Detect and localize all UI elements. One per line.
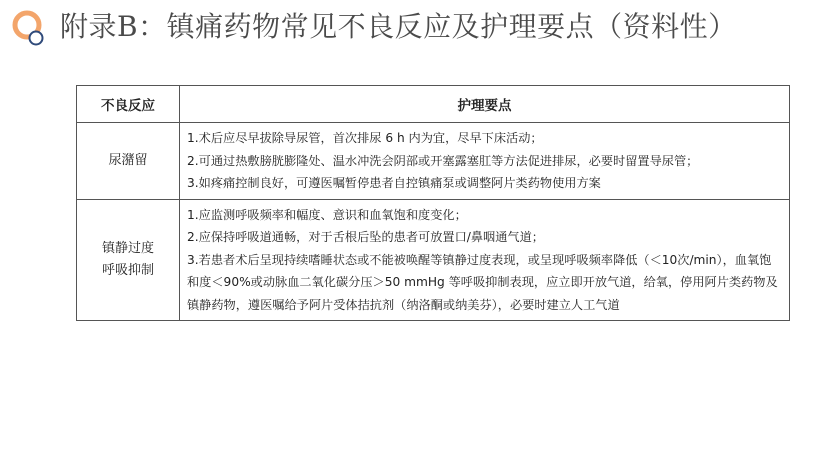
logo-icon [10,8,50,48]
table-header-row [77,86,790,123]
care-point: 3.如疼痛控制良好，可遵医嘱暂停患者自控镇痛泵或调整阿片类药物使用方案 [187,176,601,190]
header-care-points: 护理要点 [180,86,790,123]
care-point: 1.术后应尽早拔除导尿管，首次排尿 6 h 内为宜，尽早下床活动； [187,131,543,145]
care-points-cell [180,123,790,200]
header-reaction: 不良反应 [77,86,180,123]
reaction-cell [77,199,180,321]
reaction-label: 呼吸抑制 [101,262,154,278]
table-row [77,123,790,200]
care-point: 2.应保持呼吸道通畅，对于舌根后坠的患者可放置口/鼻咽通气道； [187,230,544,244]
reaction-label: 镇静过度 [101,240,154,256]
reaction-label: 尿潴留 [108,152,148,168]
care-points-cell [180,199,790,321]
reaction-cell [77,123,180,200]
care-point: 1.应监测呼吸频率和幅度、意识和血氧饱和度变化； [187,207,467,222]
page-title: 附录B：镇痛药物常见不良反应及护理要点（资料性） [60,10,737,43]
adverse-reaction-care-table [76,85,790,321]
table-row [77,199,790,321]
care-point: 3.若患者术后呈现持续嗜睡状态或不能被唤醒等镇静过度表现，或呈现呼吸频率降低（＜10次/min），血氧饱和度＜90%或动脉血二氧化碳分压＞50 mmHg 等呼吸抑制表现，应立即开放气道，给氧，停用阿片类药物及镇静药物，遵医嘱给予阿片受体拮抗剂（纳洛酮或纳美芬），必要时建立人工气道 [187,252,778,312]
care-point: 2.可通过热敷膀胱膨隆处、温水冲洗会阴部或开塞露塞肛等方法促进排尿，必要时留置导尿管； [187,153,699,168]
